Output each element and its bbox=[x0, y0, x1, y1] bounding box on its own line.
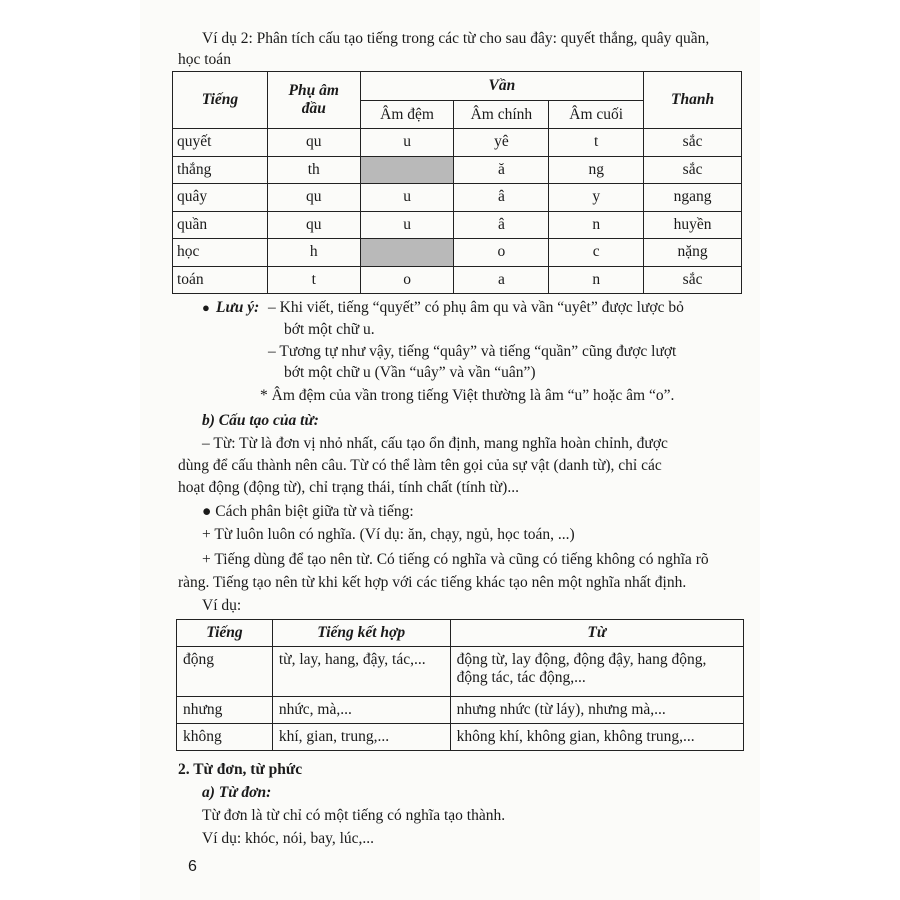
am-cuoi-cell: t bbox=[549, 129, 644, 157]
am-chinh-cell: o bbox=[454, 239, 549, 267]
ket-hop-cell: khí, gian, trung,... bbox=[272, 724, 450, 751]
t2-header-tieng: Tiếng bbox=[177, 620, 273, 647]
phu-am-cell: th bbox=[267, 156, 360, 184]
tieng-cell: học bbox=[173, 239, 268, 267]
tu-cell bbox=[450, 724, 743, 751]
thanh-cell: nặng bbox=[644, 239, 742, 267]
tu-line: không khí, không gian, không trung,... bbox=[456, 728, 695, 745]
note-line-1: – Khi viết, tiếng “quyết” có phụ âm qu và vần “uyêt” được lược bỏ bbox=[268, 299, 684, 316]
thanh-cell: sắc bbox=[644, 266, 742, 294]
t2-header-ket-hop: Tiếng kết hợp bbox=[272, 620, 450, 647]
section-b-p7: ràng. Tiếng tạo nên từ khi kết hợp với các tiếng khác tạo nên một nghĩa nhất định. bbox=[178, 574, 687, 591]
note-line-4: bớt một chữ u (Vần “uây” và vần “uân”) bbox=[284, 364, 536, 381]
am-chinh-cell: â bbox=[454, 211, 549, 239]
phu-am-cell: qu bbox=[267, 184, 360, 212]
section-b-p5: + Từ luôn luôn có nghĩa. (Ví dụ: ăn, chạy, ngủ, học toán, ...) bbox=[202, 526, 575, 543]
page-number: 6 bbox=[188, 858, 197, 875]
tieng-analysis-table bbox=[172, 71, 742, 294]
thanh-cell: ngang bbox=[644, 184, 742, 212]
tu-cell bbox=[450, 647, 743, 697]
table-row bbox=[173, 211, 742, 239]
section-2-example: Ví dụ: khóc, nói, bay, lúc,... bbox=[202, 830, 375, 847]
note-bullet: ● bbox=[202, 300, 210, 315]
note-label: Lưu ý: bbox=[216, 299, 260, 316]
header-phu-am-dau bbox=[267, 72, 360, 129]
tieng-cell: thắng bbox=[173, 156, 268, 184]
thanh-cell: sắc bbox=[644, 156, 742, 184]
am-dem-cell bbox=[360, 156, 454, 184]
am-chinh-cell: yê bbox=[454, 129, 549, 157]
header-thanh: Thanh bbox=[644, 72, 742, 129]
am-chinh-cell: ă bbox=[454, 156, 549, 184]
table-row bbox=[177, 647, 744, 697]
am-cuoi-cell: c bbox=[549, 239, 644, 267]
t2-header-tu: Từ bbox=[450, 620, 743, 647]
am-dem-cell: o bbox=[360, 266, 454, 294]
header-phu-am-line1: Phụ âm bbox=[288, 82, 339, 99]
section-b-p4: ● Cách phân biệt giữa từ và tiếng: bbox=[202, 503, 414, 520]
am-cuoi-cell: n bbox=[549, 266, 644, 294]
tu-cell bbox=[450, 697, 743, 724]
tieng-cell: động bbox=[177, 647, 273, 697]
tieng-cell: không bbox=[177, 724, 273, 751]
ket-hop-cell: từ, lay, hang, đậy, tác,... bbox=[272, 647, 450, 697]
intro-line-1: Ví dụ 2: Phân tích cấu tạo tiếng trong các từ cho sau đây: quyết thắng, quây quần, bbox=[202, 30, 710, 47]
section-b-heading: b) Cấu tạo của từ: bbox=[202, 412, 319, 429]
tu-line: nhưng nhức (từ láy), nhưng mà,... bbox=[456, 701, 666, 718]
section-2-sub: a) Từ đơn: bbox=[202, 784, 272, 801]
section-b-p6: + Tiếng dùng để tạo nên từ. Có tiếng có nghĩa và cũng có tiếng không có nghĩa rõ bbox=[202, 551, 709, 568]
table-row bbox=[173, 266, 742, 294]
tu-tieng-table bbox=[176, 619, 744, 751]
table-row bbox=[177, 724, 744, 751]
table-row bbox=[173, 129, 742, 157]
table-row bbox=[173, 184, 742, 212]
am-dem-cell: u bbox=[360, 129, 454, 157]
thanh-cell: huyền bbox=[644, 211, 742, 239]
tieng-cell: quyết bbox=[173, 129, 268, 157]
phu-am-cell: t bbox=[267, 266, 360, 294]
table-row bbox=[173, 156, 742, 184]
phu-am-cell: qu bbox=[267, 129, 360, 157]
header-tieng: Tiếng bbox=[173, 72, 268, 129]
table-row bbox=[173, 239, 742, 267]
header-am-dem: Âm đệm bbox=[360, 101, 454, 129]
intro-line-2: học toán bbox=[178, 51, 231, 68]
header-phu-am-line2: đầu bbox=[301, 100, 326, 117]
am-dem-cell: u bbox=[360, 211, 454, 239]
phu-am-cell: h bbox=[267, 239, 360, 267]
tu-line: động từ, lay động, động đậy, hang động, bbox=[456, 651, 707, 668]
am-chinh-cell: a bbox=[454, 266, 549, 294]
thanh-cell: sắc bbox=[644, 129, 742, 157]
section-b-p1: – Từ: Từ là đơn vị nhỏ nhất, cấu tạo ổn định, mang nghĩa hoàn chỉnh, được bbox=[202, 435, 668, 452]
phu-am-cell: qu bbox=[267, 211, 360, 239]
tieng-cell: quần bbox=[173, 211, 268, 239]
header-am-cuoi: Âm cuối bbox=[549, 101, 644, 129]
note-line-5: * Âm đệm của vần trong tiếng Việt thường là âm “u” hoặc âm “o”. bbox=[260, 387, 675, 404]
tieng-cell: nhưng bbox=[177, 697, 273, 724]
tieng-cell: toán bbox=[173, 266, 268, 294]
am-chinh-cell: â bbox=[454, 184, 549, 212]
tu-line: động tác, tác động,... bbox=[456, 669, 586, 686]
section-b-p8: Ví dụ: bbox=[202, 597, 242, 614]
header-van: Vần bbox=[360, 72, 643, 101]
am-cuoi-cell: ng bbox=[549, 156, 644, 184]
header-am-chinh: Âm chính bbox=[454, 101, 549, 129]
am-cuoi-cell: n bbox=[549, 211, 644, 239]
tieng-cell: quây bbox=[173, 184, 268, 212]
section-b-p3: hoạt động (động từ), chỉ trạng thái, tính chất (tính từ)... bbox=[178, 479, 519, 496]
am-dem-cell bbox=[360, 239, 454, 267]
am-cuoi-cell: y bbox=[549, 184, 644, 212]
section-2-heading: 2. Từ đơn, từ phức bbox=[178, 761, 303, 778]
ket-hop-cell: nhức, mà,... bbox=[272, 697, 450, 724]
section-b-p2: dùng để cấu thành nên câu. Từ có thể làm tên gọi của sự vật (danh từ), chỉ các bbox=[178, 457, 662, 474]
am-dem-cell: u bbox=[360, 184, 454, 212]
table-row bbox=[177, 697, 744, 724]
note-line-3: – Tương tự như vậy, tiếng “quây” và tiếng “quần” cũng được lượt bbox=[268, 343, 677, 360]
section-2-def: Từ đơn là từ chỉ có một tiếng có nghĩa tạo thành. bbox=[202, 807, 506, 824]
note-line-2: bớt một chữ u. bbox=[284, 321, 375, 338]
